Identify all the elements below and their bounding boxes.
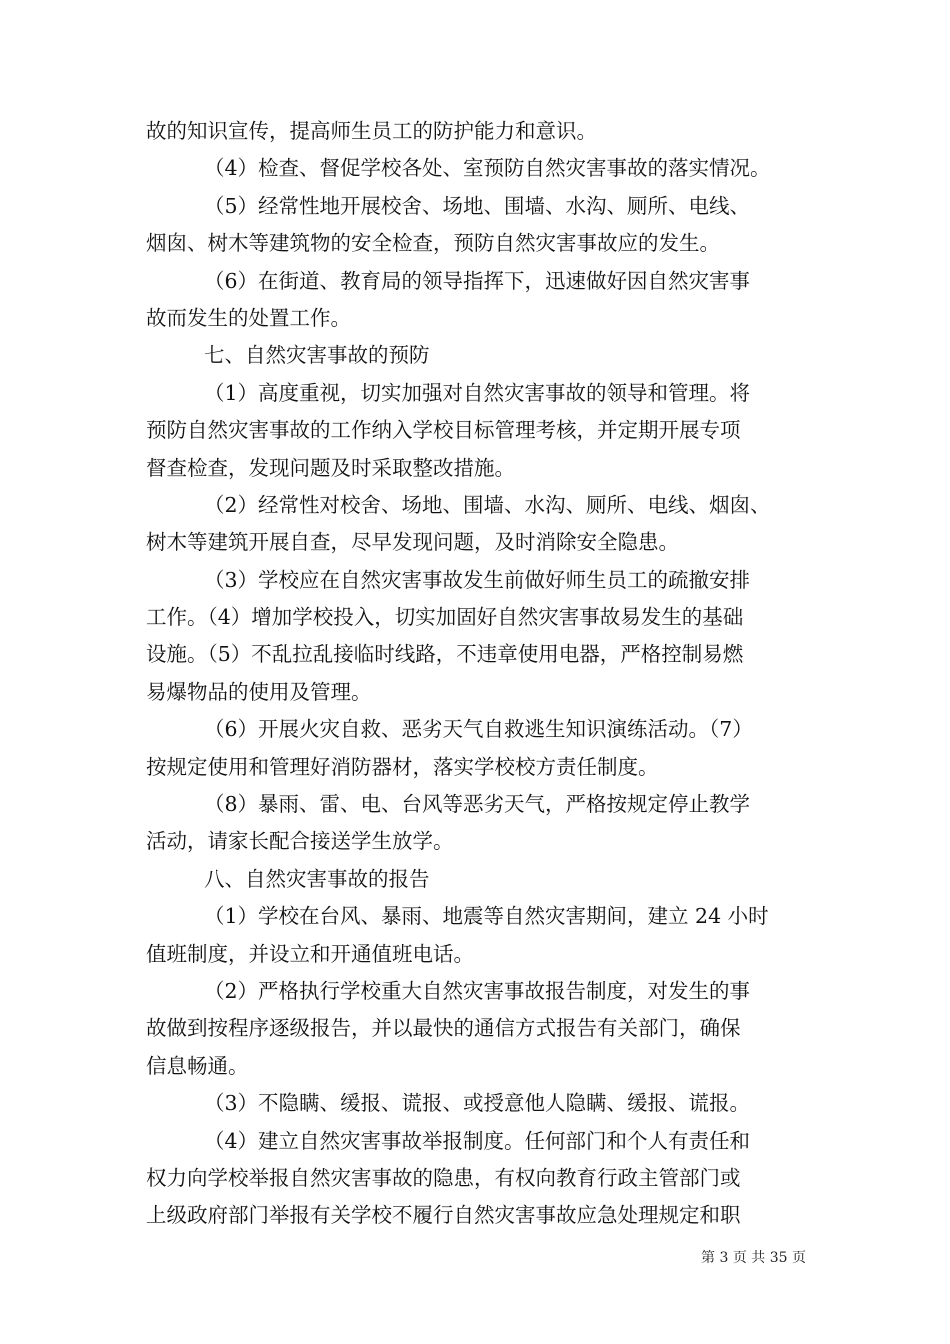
text-line: （1）学校在台风、暴雨、地震等自然灾害期间，建立 24 小时 bbox=[204, 904, 769, 929]
text-line: 故的知识宣传，提高师生员工的防护能力和意识。 bbox=[146, 119, 597, 143]
text-line: （5）经常性地开展校舍、场地、围墙、水沟、厕所、电线、 bbox=[204, 193, 751, 218]
text-line: 故做到按程序逐级报告，并以最快的通信方式报告有关部门，确保 bbox=[146, 1016, 741, 1041]
text-line: 信息畅通。 bbox=[146, 1053, 249, 1078]
text-line: 预防自然灾害事故的工作纳入学校目标管理考核，并定期开展专项 bbox=[146, 418, 741, 443]
text-line: （1）高度重视，切实加强对自然灾害事故的领导和管理。将 bbox=[204, 380, 751, 405]
text-line: 故而发生的处置工作。 bbox=[146, 305, 351, 330]
text-line: （3）不隐瞒、缓报、谎报、或授意他人隐瞒、缓报、谎报。 bbox=[204, 1091, 751, 1116]
text-line: （3）学校应在自然灾害事故发生前做好师生员工的疏撤安排 bbox=[204, 567, 751, 592]
text-line: 上级政府部门举报有关学校不履行自然灾害事故应急处理规定和职 bbox=[146, 1203, 741, 1228]
text-line: 树木等建筑开展自查，尽早发现问题，及时消除安全隐患。 bbox=[146, 530, 679, 555]
text-line: （6）在街道、教育局的领导指挥下，迅速做好因自然灾害事 bbox=[204, 268, 751, 293]
text-line: （8）暴雨、雷、电、台风等恶劣天气，严格按规定停止教学 bbox=[204, 792, 751, 817]
text-line: 工作。（4）增加学校投入，切实加固好自然灾害事故易发生的基础 bbox=[146, 605, 744, 630]
text-line: （4）检查、督促学校各处、室预防自然灾害事故的落实情况。 bbox=[204, 156, 771, 181]
page-number-footer: 第 3 页 共 35 页 bbox=[701, 1250, 806, 1266]
text-line: 活动，请家长配合接送学生放学。 bbox=[146, 829, 454, 854]
text-line: （2）经常性对校舍、场地、围墙、水沟、厕所、电线、烟囱、 bbox=[204, 492, 771, 517]
text-line: 权力向学校举报自然灾害事故的隐患，有权向教育行政主管部门或 bbox=[146, 1165, 741, 1190]
text-line: 督查检查，发现问题及时采取整改措施。 bbox=[146, 455, 515, 480]
text-line: 按规定使用和管理好消防器材，落实学校校方责任制度。 bbox=[146, 754, 659, 779]
text-line: 烟囱、树木等建筑物的安全检查，预防自然灾害事故应的发生。 bbox=[146, 231, 720, 256]
text-line: 易爆物品的使用及管理。 bbox=[146, 679, 372, 704]
text-line: 值班制度，并设立和开通值班电话。 bbox=[146, 941, 474, 966]
text-line: 八、自然灾害事故的报告 bbox=[204, 866, 430, 891]
text-line: 七、自然灾害事故的预防 bbox=[204, 343, 430, 368]
text-line: 设施。（5）不乱拉乱接临时线路，不违章使用电器，严格控制易燃 bbox=[146, 642, 744, 667]
document-body bbox=[146, 113, 836, 1235]
text-line: （4）建立自然灾害事故举报制度。任何部门和个人有责任和 bbox=[204, 1128, 751, 1153]
text-line: （6）开展火灾自救、恶劣天气自救逃生知识演练活动。（7） bbox=[204, 717, 753, 742]
text-line: （2）严格执行学校重大自然灾害事故报告制度，对发生的事 bbox=[204, 978, 751, 1003]
